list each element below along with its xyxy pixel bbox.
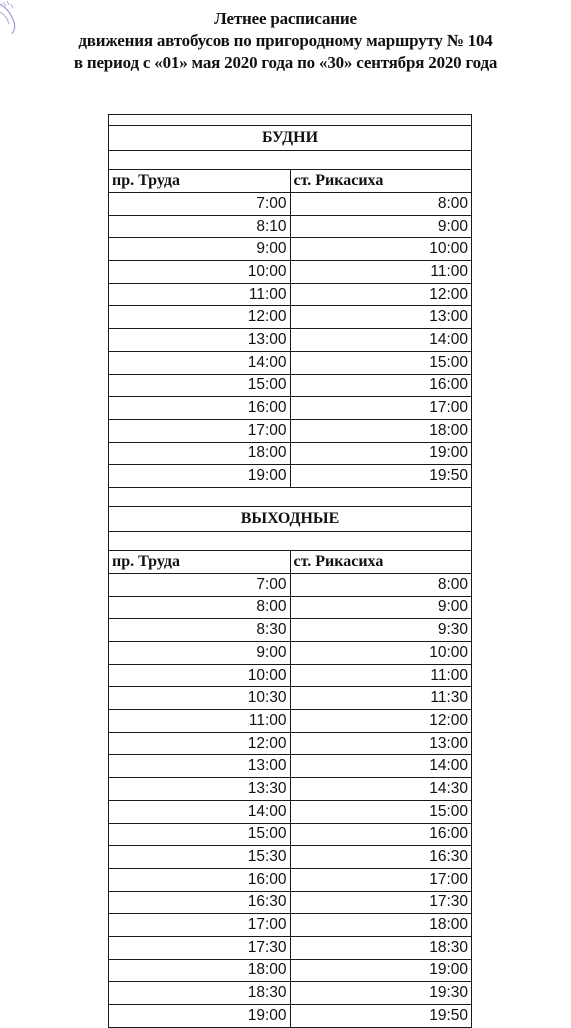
departure-time-from: 7:00	[109, 573, 291, 596]
weekends-column-header-row	[109, 550, 472, 573]
departure-time-from: 8:30	[109, 619, 291, 642]
departure-time-from: 12:00	[109, 306, 291, 329]
departure-time-from: 13:00	[109, 329, 291, 352]
departure-time-to: 19:00	[290, 442, 472, 465]
weekend-schedule-row	[109, 868, 472, 891]
weekday-schedule-row	[109, 465, 472, 488]
blank-cell	[109, 151, 472, 170]
weekends-header-row	[109, 506, 472, 531]
departure-time-from: 9:00	[109, 642, 291, 665]
column-header-from: пр. Труда	[109, 550, 291, 573]
departure-time-from: 17:30	[109, 936, 291, 959]
departure-time-from: 15:00	[109, 374, 291, 397]
departure-time-to: 12:00	[290, 283, 472, 306]
weekday-schedule-row	[109, 329, 472, 352]
weekend-schedule-row	[109, 982, 472, 1005]
departure-time-to: 19:30	[290, 982, 472, 1005]
departure-time-to: 19:50	[290, 1005, 472, 1028]
departure-time-to: 13:00	[290, 306, 472, 329]
weekdays-column-header-row	[109, 170, 472, 193]
weekday-schedule-row	[109, 193, 472, 216]
departure-time-to: 14:00	[290, 755, 472, 778]
weekday-schedule-row	[109, 397, 472, 420]
departure-time-from: 17:00	[109, 419, 291, 442]
departure-time-to: 14:30	[290, 778, 472, 801]
weekend-schedule-row	[109, 846, 472, 869]
weekend-schedule-row	[109, 710, 472, 733]
weekdays-blank-row	[109, 151, 472, 170]
departure-time-from: 16:30	[109, 891, 291, 914]
departure-time-from: 16:00	[109, 397, 291, 420]
departure-time-to: 11:00	[290, 664, 472, 687]
departure-time-from: 12:00	[109, 732, 291, 755]
weekends-blank-row	[109, 531, 472, 550]
weekend-schedule-row	[109, 755, 472, 778]
departure-time-from: 9:00	[109, 238, 291, 261]
title-line-1: Летнее расписание	[214, 9, 357, 28]
departure-time-to: 19:50	[290, 465, 472, 488]
blank-cell	[109, 487, 472, 506]
departure-time-to: 8:00	[290, 573, 472, 596]
departure-time-to: 16:00	[290, 823, 472, 846]
departure-time-to: 9:30	[290, 619, 472, 642]
departure-time-from: 10:30	[109, 687, 291, 710]
departure-time-to: 17:00	[290, 397, 472, 420]
departure-time-to: 12:00	[290, 710, 472, 733]
weekend-schedule-row	[109, 573, 472, 596]
departure-time-from: 13:00	[109, 755, 291, 778]
weekend-schedule-row	[109, 914, 472, 937]
weekend-schedule-row	[109, 823, 472, 846]
weekend-schedule-row	[109, 619, 472, 642]
weekend-schedule-row	[109, 732, 472, 755]
weekend-schedule-row	[109, 664, 472, 687]
weekend-schedule-row	[109, 687, 472, 710]
weekday-schedule-row	[109, 374, 472, 397]
departure-time-to: 15:00	[290, 800, 472, 823]
weekday-schedule-row	[109, 419, 472, 442]
weekend-schedule-row	[109, 800, 472, 823]
title-line-2: движения автобусов по пригородному маршруту № 104	[78, 31, 493, 50]
weekend-schedule-row	[109, 891, 472, 914]
departure-time-from: 14:00	[109, 800, 291, 823]
departure-time-to: 9:00	[290, 215, 472, 238]
title-line-3: в период с «01» мая 2020 года по «30» сентября 2020 года	[73, 53, 498, 72]
departure-time-from: 15:30	[109, 846, 291, 869]
weekends-label: ВЫХОДНЫЕ	[109, 506, 472, 531]
weekend-schedule-row	[109, 778, 472, 801]
weekday-schedule-row	[109, 238, 472, 261]
departure-time-from: 19:00	[109, 465, 291, 488]
top-spacer-row	[109, 115, 472, 126]
between-sections-blank-row	[109, 487, 472, 506]
departure-time-from: 18:30	[109, 982, 291, 1005]
weekday-schedule-row	[109, 442, 472, 465]
column-header-from: пр. Труда	[109, 170, 291, 193]
departure-time-from: 14:00	[109, 351, 291, 374]
departure-time-to: 17:30	[290, 891, 472, 914]
weekday-schedule-row	[109, 215, 472, 238]
weekday-schedule-row	[109, 261, 472, 284]
weekdays-header-row	[109, 126, 472, 151]
schedule-body	[109, 115, 472, 1028]
departure-time-from: 8:10	[109, 215, 291, 238]
departure-time-from: 18:00	[109, 959, 291, 982]
departure-time-from: 16:00	[109, 868, 291, 891]
departure-time-to: 16:30	[290, 846, 472, 869]
document-title	[0, 8, 571, 74]
column-header-to: ст. Рикасиха	[290, 170, 472, 193]
weekend-schedule-row	[109, 596, 472, 619]
departure-time-from: 13:30	[109, 778, 291, 801]
weekdays-label: БУДНИ	[109, 126, 472, 151]
departure-time-to: 18:00	[290, 419, 472, 442]
schedule-table	[108, 114, 472, 1028]
spacer-cell	[109, 115, 472, 126]
weekday-schedule-row	[109, 351, 472, 374]
departure-time-from: 11:00	[109, 710, 291, 733]
departure-time-from: 10:00	[109, 261, 291, 284]
blank-cell	[109, 531, 472, 550]
departure-time-from: 11:00	[109, 283, 291, 306]
weekday-schedule-row	[109, 306, 472, 329]
departure-time-to: 16:00	[290, 374, 472, 397]
column-header-to: ст. Рикасиха	[290, 550, 472, 573]
weekend-schedule-row	[109, 959, 472, 982]
departure-time-to: 10:00	[290, 642, 472, 665]
departure-time-to: 13:00	[290, 732, 472, 755]
departure-time-from: 19:00	[109, 1005, 291, 1028]
departure-time-to: 14:00	[290, 329, 472, 352]
departure-time-to: 18:00	[290, 914, 472, 937]
departure-time-from: 17:00	[109, 914, 291, 937]
departure-time-from: 10:00	[109, 664, 291, 687]
departure-time-to: 11:30	[290, 687, 472, 710]
departure-time-to: 8:00	[290, 193, 472, 216]
departure-time-from: 8:00	[109, 596, 291, 619]
departure-time-to: 11:00	[290, 261, 472, 284]
weekday-schedule-row	[109, 283, 472, 306]
departure-time-to: 10:00	[290, 238, 472, 261]
departure-time-from: 15:00	[109, 823, 291, 846]
departure-time-to: 15:00	[290, 351, 472, 374]
weekend-schedule-row	[109, 642, 472, 665]
departure-time-from: 7:00	[109, 193, 291, 216]
weekend-schedule-row	[109, 936, 472, 959]
departure-time-to: 17:00	[290, 868, 472, 891]
departure-time-to: 18:30	[290, 936, 472, 959]
departure-time-to: 19:00	[290, 959, 472, 982]
departure-time-to: 9:00	[290, 596, 472, 619]
departure-time-from: 18:00	[109, 442, 291, 465]
